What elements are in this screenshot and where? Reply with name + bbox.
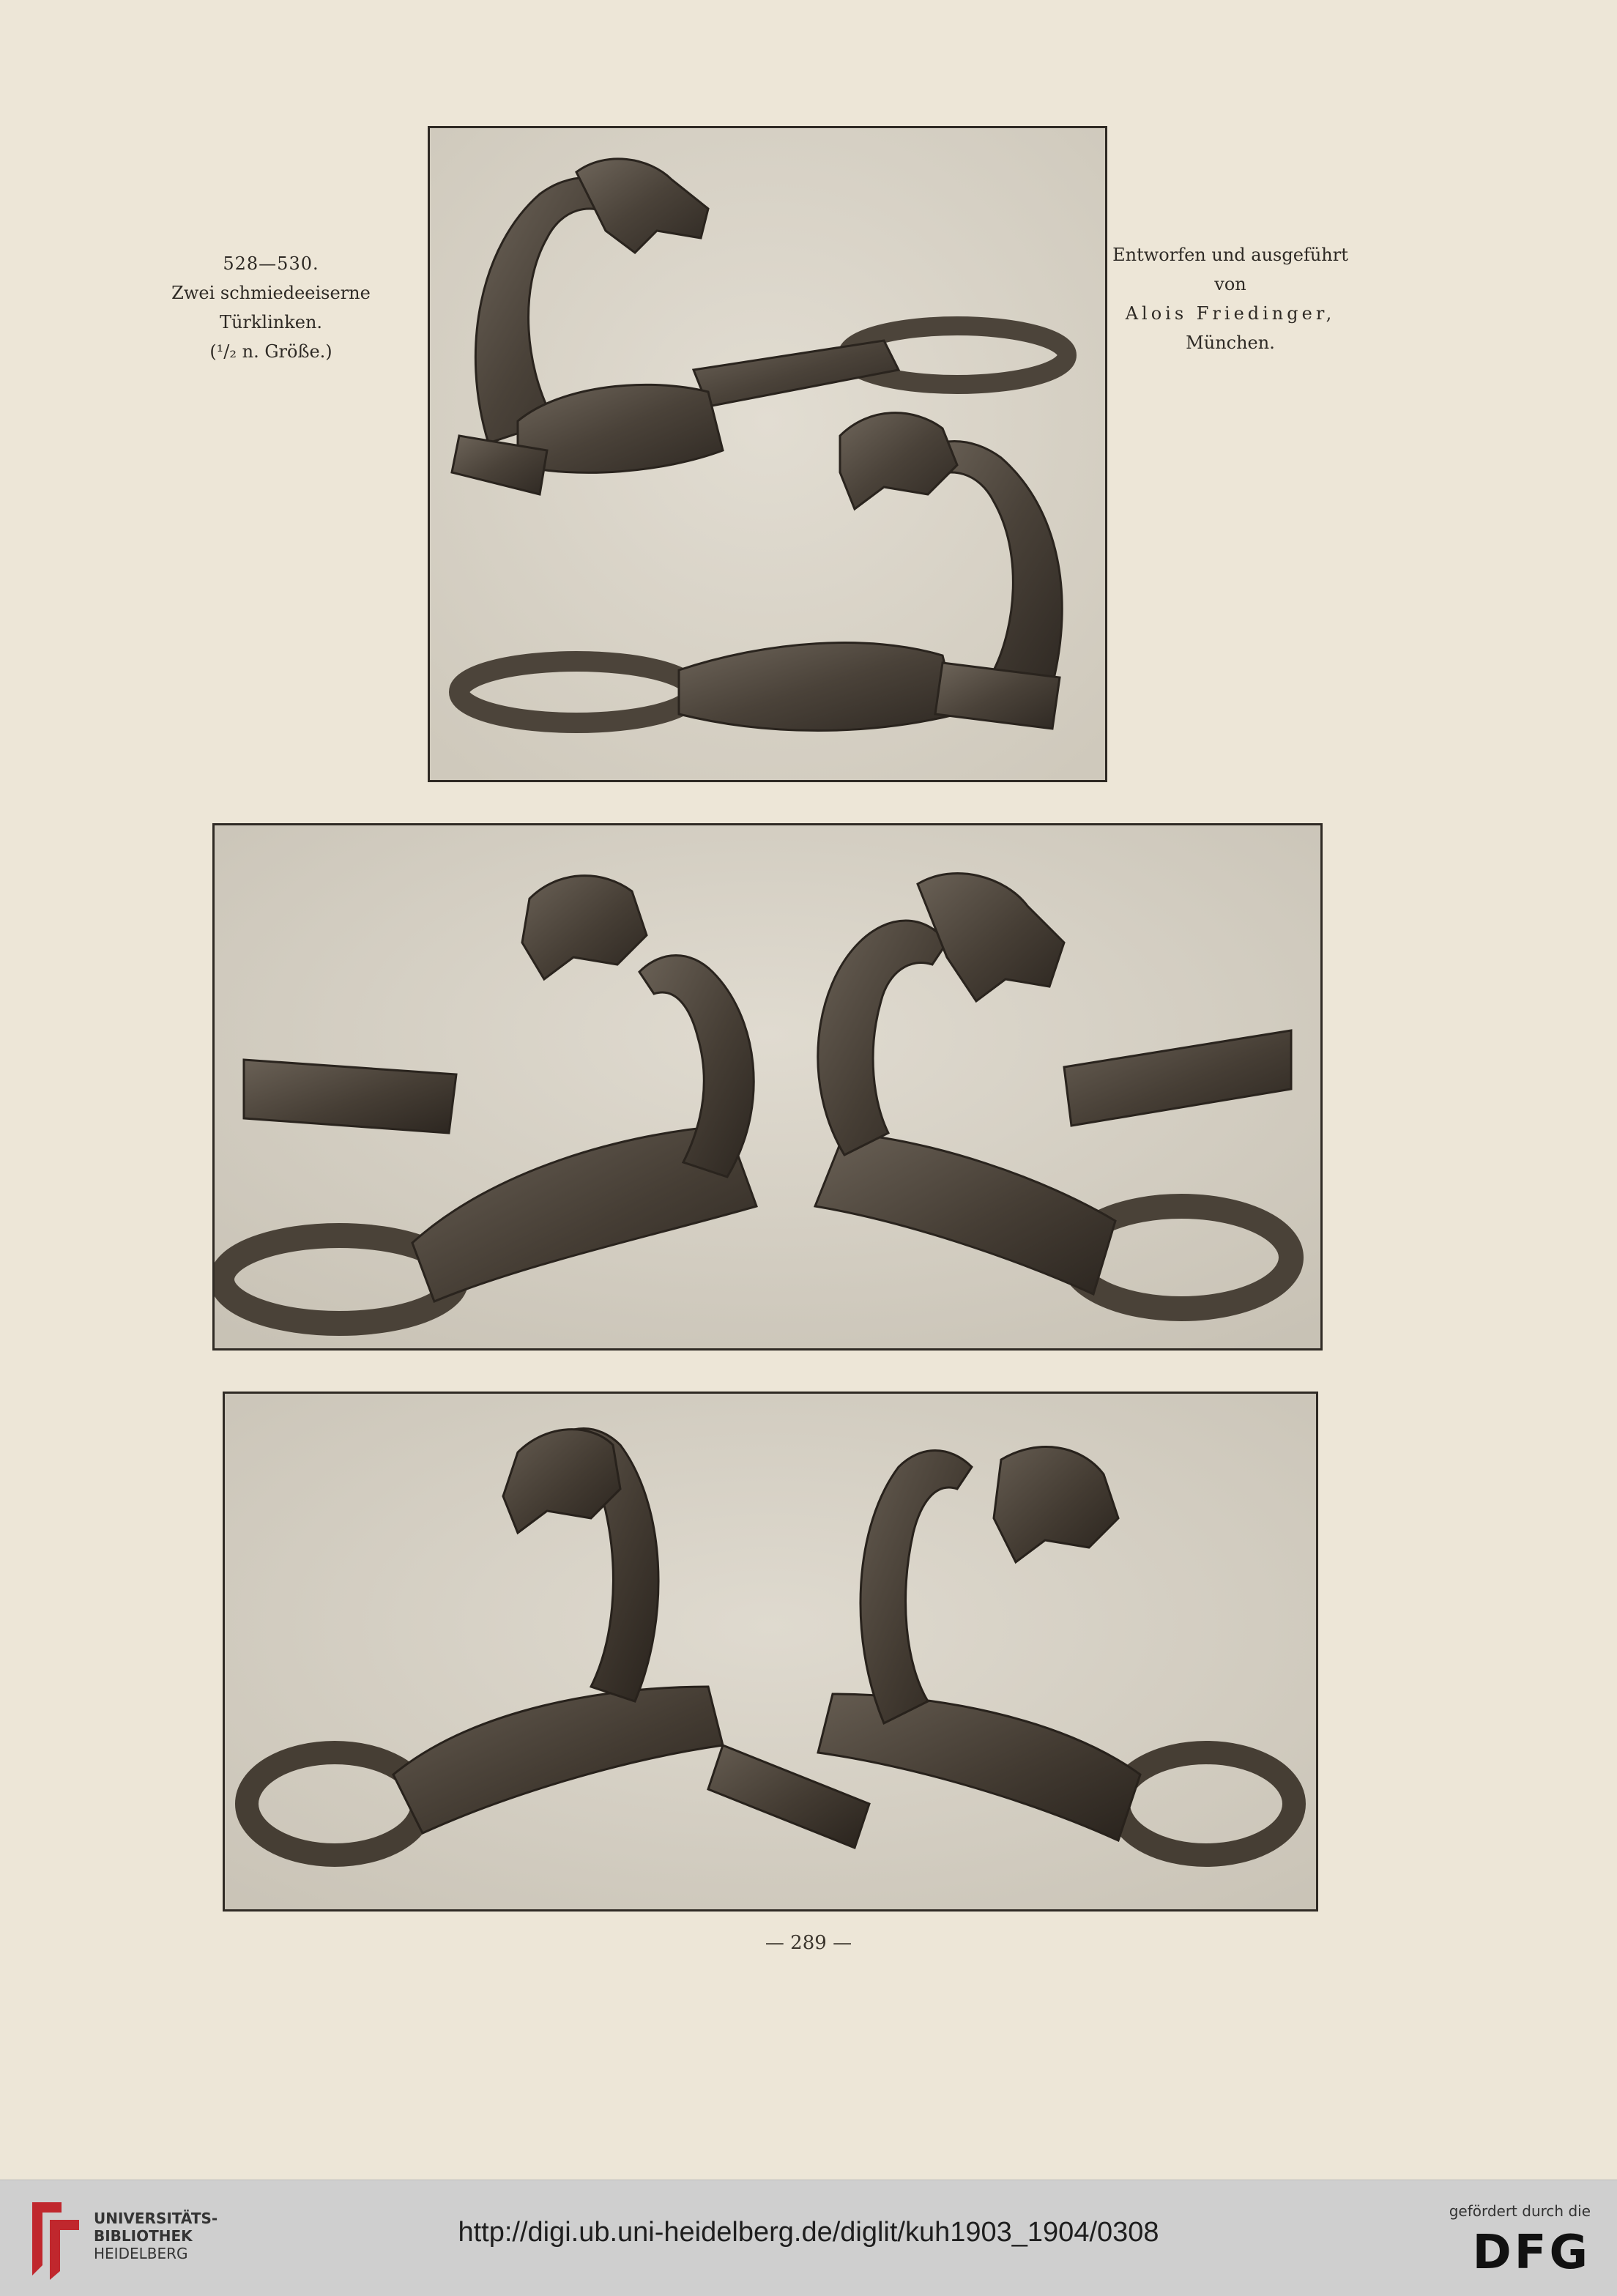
dragon-handles-photo-bottom	[225, 1394, 1316, 1909]
funded-by-text: gefördert durch die	[1449, 2202, 1591, 2220]
figure-caption-left	[146, 249, 395, 366]
caption-line: Türklinken.	[219, 312, 323, 332]
page-number: — 289 —	[765, 1932, 852, 1954]
caption-scale: (¹/₂ n. Größe.)	[209, 341, 332, 362]
caption-line: Zwei schmiedeeiserne	[171, 283, 371, 303]
caption-line: von	[1214, 274, 1246, 294]
figure-caption-right	[1091, 240, 1369, 357]
dragon-handles-photo-top	[430, 128, 1105, 780]
library-name-line: HEIDELBERG	[94, 2245, 188, 2262]
dfg-logo: DFG	[1472, 2226, 1591, 2280]
permalink-url[interactable]: http://digi.ub.uni-heidelberg.de/diglit/kuh1903_1904/0308	[458, 2217, 1159, 2248]
photo-plate-2	[212, 823, 1323, 1351]
figure-numbers: 528—530.	[223, 253, 319, 274]
library-name-line: BIBLIOTHEK	[94, 2227, 193, 2245]
library-name-line: UNIVERSITÄTS-	[94, 2210, 218, 2227]
caption-city: München.	[1186, 332, 1275, 353]
photo-plate-3	[223, 1392, 1318, 1912]
caption-artist: Alois Friedinger,	[1125, 303, 1336, 324]
photo-plate-1	[428, 126, 1107, 782]
dragon-handles-photo-middle	[215, 825, 1320, 1348]
caption-line: Entworfen und ausgeführt	[1112, 245, 1348, 265]
footer-bar	[0, 2180, 1617, 2296]
